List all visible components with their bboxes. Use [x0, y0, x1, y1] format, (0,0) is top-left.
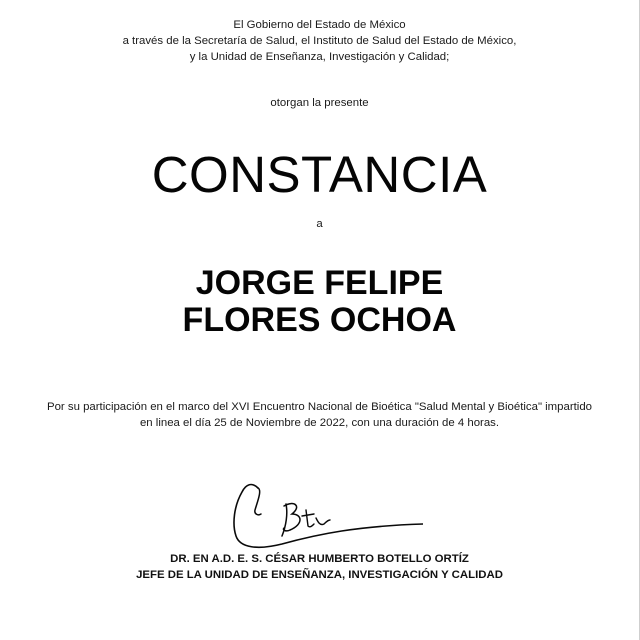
- certificate-title: CONSTANCIA: [151, 146, 488, 203]
- header-line: y la Unidad de Enseñanza, Investigación y Calidad;: [189, 51, 450, 63]
- handwritten-signature-icon: [228, 474, 423, 554]
- recipient-name-line: FLORES OCHOA: [182, 301, 457, 339]
- signer-name: DR. EN A.D. E. S. CÉSAR HUMBERTO BOTELLO ORTÍZ: [170, 553, 469, 565]
- recipient-name-line: JORGE FELIPE: [195, 264, 444, 302]
- header-line: a través de la Secretaría de Salud, el Instituto de Salud del Estado de México,: [122, 35, 517, 47]
- intro-text: otorgan la presente: [270, 97, 369, 109]
- signer-title: JEFE DE LA UNIDAD DE ENSEÑANZA, INVESTIGACIÓN Y CALIDAD: [136, 569, 503, 581]
- header-line: El Gobierno del Estado de México: [233, 19, 406, 31]
- participation-description: [0, 399, 639, 431]
- preposition-text: a: [316, 218, 323, 230]
- recipient-name: [0, 265, 639, 339]
- description-line: Por su participación en el marco del XVI Encuentro Nacional de Bioética "Salud Mental y Bioética" impartido: [47, 401, 592, 413]
- signer-block: [0, 551, 639, 583]
- issuer-header: [0, 17, 639, 65]
- description-line: en linea el día 25 de Noviembre de 2022, con una duración de 4 horas.: [139, 417, 500, 429]
